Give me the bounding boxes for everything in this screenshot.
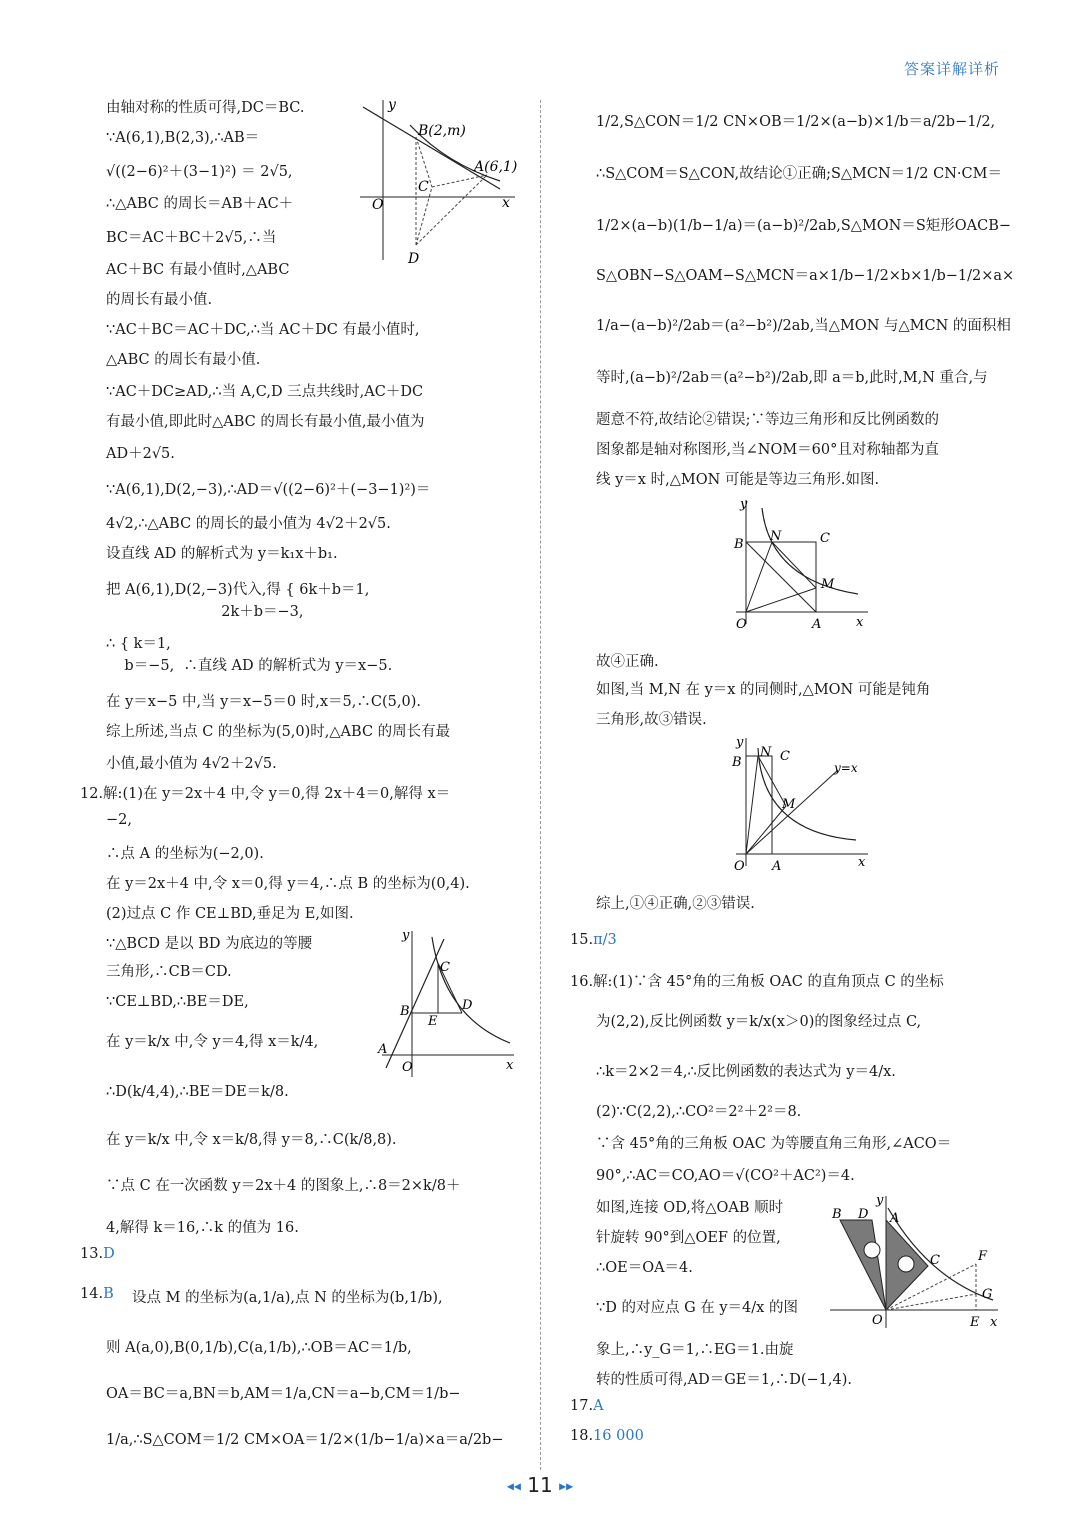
text-line: 三角形,∴CB＝CD.	[106, 964, 232, 980]
text-line: 有最小值,即此时△ABC 的周长有最小值,最小值为	[106, 414, 425, 430]
text-line: ∴ { k＝1,	[106, 636, 171, 652]
text-line: 在 y＝x−5 中,当 y＝x−5＝0 时,x＝5,∴C(5,0).	[106, 694, 421, 710]
text-line: 在 y＝k/x 中,令 x＝k/8,得 y＝8,∴C(k/8,8).	[106, 1132, 397, 1148]
label: O	[372, 197, 384, 213]
label: y	[876, 1193, 884, 1208]
text-line: 线 y＝x 时,△MON 可能是等边三角形.如图.	[596, 472, 880, 488]
triangle-oab	[840, 1220, 886, 1310]
page-number: 11	[527, 1473, 553, 1497]
text-line: b＝−5, ∴直线 AD 的解析式为 y＝x−5.	[106, 658, 393, 674]
label: y	[402, 928, 410, 943]
label: D	[462, 998, 473, 1013]
header-title: 答案详解详析	[903, 60, 1000, 78]
label: y	[740, 497, 748, 512]
text-line: ∴点 A 的坐标为(−2,0).	[106, 846, 264, 862]
text-line: ∴S△COM＝S△CON,故结论①正确;S△MCN＝1/2 CN·CM＝	[596, 166, 1002, 182]
question-number: 13.	[80, 1246, 104, 1262]
label: y=x	[834, 761, 858, 775]
label: C	[780, 749, 790, 764]
text-line: 1/2×(a−b)(1/b−1/a)＝(a−b)²/2ab,S△MON＝S矩形OACB−	[596, 218, 1012, 234]
question-number: 17.	[570, 1398, 594, 1414]
next-page-icon[interactable]: ▸▸	[559, 1478, 574, 1495]
text-line: 图象都是轴对称图形,当∠NOM＝60°且对称轴都为直	[596, 442, 939, 458]
label: B(2,m)	[418, 123, 466, 139]
text-line: (2)∵C(2,2),∴CO²＝2²＋2²＝8.	[596, 1104, 802, 1120]
prev-page-icon[interactable]: ◂◂	[506, 1478, 521, 1495]
text-line: ∵A(6,1),B(2,3),∴AB＝	[106, 130, 260, 146]
text-line: 16.解:(1)∵含 45°角的三角板 OAC 的直角顶点 C 的坐标	[570, 974, 944, 990]
text-line: 转的性质可得,AD＝GE＝1,∴D(−1,4).	[596, 1372, 852, 1388]
line	[386, 939, 444, 1068]
text-line: 如图,当 M,N 在 y＝x 的同侧时,△MON 可能是钝角	[596, 682, 931, 698]
text-line: ∵点 C 在一次函数 y＝2x＋4 的图象上,∴8＝2×k/8＋	[106, 1178, 461, 1194]
text-line: △ABC 的周长有最小值.	[106, 352, 261, 368]
line-y-eq-x	[746, 770, 838, 854]
text-line: √((2−6)²＋(3−1)²) ＝ 2√5,	[106, 164, 293, 180]
label: B	[734, 537, 744, 552]
text-line: S△OBN−S△OAM−S△MCN＝a×1/b−1/2×b×1/b−1/2×a×	[596, 268, 1015, 284]
question-14	[80, 1286, 114, 1302]
text-line: 设点 M 的坐标为(a,1/a),点 N 的坐标为(b,1/b),	[132, 1290, 443, 1306]
text-line: 故④正确.	[596, 654, 659, 670]
figure-1	[350, 95, 530, 270]
answer-14: B	[103, 1286, 114, 1302]
text-line: 12.解:(1)在 y＝2x＋4 中,令 y＝0,得 2x＋4＝0,解得 x＝	[80, 786, 451, 802]
text-line: ∴OE＝OA＝4.	[596, 1260, 693, 1276]
circle-hole	[864, 1242, 880, 1258]
text-line: 则 A(a,0),B(0,1/b),C(a,1/b),∴OB＝AC＝1/b,	[106, 1340, 412, 1356]
question-number: 14.	[80, 1286, 104, 1302]
text-line: 1/2,S△CON＝1/2 CN×OB＝1/2×(a−b)×1/b＝a/2b−1/2,	[596, 114, 996, 130]
text-line: 由轴对称的性质可得,DC＝BC.	[106, 100, 305, 116]
text-line: 1/a−(a−b)²/2ab＝(a²−b²)/2ab,当△MON 与△MCN 的面积相	[596, 318, 1011, 334]
page-footer	[0, 1473, 1080, 1497]
text-line: 三角形,故③错误.	[596, 712, 707, 728]
text-line: OA＝BC＝a,BN＝b,AM＝1/a,CN＝a−b,CM＝1/b−	[106, 1386, 461, 1402]
question-number: 15.	[570, 932, 594, 948]
answer-18: 16 000	[593, 1428, 644, 1444]
text-line: ∵含 45°角的三角板 OAC 为等腰直角三角形,∠ACO＝	[596, 1136, 952, 1152]
figure-4	[728, 732, 878, 880]
answer-15: π/3	[593, 932, 617, 948]
text-line: 设直线 AD 的解析式为 y＝k₁x＋b₁.	[106, 546, 338, 562]
text-line: 的周长有最小值.	[106, 292, 213, 308]
label: y	[736, 735, 744, 750]
text-line: 综上,①④正确,②③错误.	[596, 896, 755, 912]
label: N	[770, 529, 782, 544]
text-line: 如图,连接 OD,将△OAB 顺时	[596, 1200, 784, 1216]
text-line: 为(2,2),反比例函数 y＝k/x(x＞0)的图象经过点 C,	[596, 1014, 922, 1030]
label: N	[760, 745, 772, 760]
text-line: 等时,(a−b)²/2ab＝(a²−b²)/2ab,即 a＝b,此时,M,N 重合,与	[596, 370, 988, 386]
text-line: ∴D(k/4,4),∴BE＝DE＝k/8.	[106, 1084, 289, 1100]
text-line: 象上,∴y_G＝1,∴EG＝1.由旋	[596, 1342, 794, 1358]
label: O	[872, 1313, 883, 1328]
label: A	[890, 1211, 900, 1226]
text-line: 小值,最小值为 4√2＋2√5.	[106, 756, 277, 772]
label: C	[418, 179, 429, 195]
answer-13: D	[103, 1246, 115, 1262]
circle-hole	[898, 1256, 914, 1272]
label: O	[736, 617, 747, 632]
question-number: 18.	[570, 1428, 594, 1444]
text-line: 2k＋b＝−3,	[106, 604, 304, 620]
label: x	[856, 615, 864, 630]
label: x	[506, 1058, 514, 1073]
text-line: 4√2,∴△ABC 的周长的最小值为 4√2＋2√5.	[106, 516, 391, 532]
curve	[432, 937, 510, 1043]
label: E	[428, 1014, 438, 1029]
label: B	[400, 1004, 410, 1019]
text-line: 在 y＝k/x 中,令 y＝4,得 x＝k/4,	[106, 1034, 319, 1050]
text-line: ∵D 的对应点 G 在 y＝4/x 的图	[596, 1300, 798, 1316]
label: A	[812, 617, 822, 632]
label: A	[772, 859, 782, 874]
label: D	[408, 251, 420, 267]
text-line: 4,解得 k＝16,∴k 的值为 16.	[106, 1220, 299, 1236]
text-line: 题意不符,故结论②错误;∵等边三角形和反比例函数的	[596, 412, 939, 428]
label: D	[858, 1207, 869, 1222]
question-13	[80, 1246, 115, 1262]
text-line: 90°,∴AC＝CO,AO＝√(CO²＋AC²)＝4.	[596, 1168, 855, 1184]
question-18	[570, 1428, 644, 1444]
text-line: 1/a,∴S△COM＝1/2 CM×OA＝1/2×(1/b−1/a)×a＝a/2b−	[106, 1432, 504, 1448]
text-line: 把 A(6,1),D(2,−3)代入,得 { 6k＋b＝1,	[106, 582, 370, 598]
line	[363, 107, 500, 189]
label: x	[990, 1315, 998, 1330]
text-line: 在 y＝2x＋4 中,令 x＝0,得 y＝4,∴点 B 的坐标为(0,4).	[106, 876, 470, 892]
answer-17: A	[593, 1398, 604, 1414]
label: M	[821, 577, 835, 592]
text-line: ∵CE⊥BD,∴BE＝DE,	[106, 994, 249, 1010]
label: A(6,1)	[474, 159, 518, 175]
label: B	[832, 1207, 842, 1222]
label: M	[782, 797, 796, 812]
text-line: AC＋BC 有最小值时,△ABC	[106, 262, 290, 278]
text-line: 综上所述,当点 C 的坐标为(5,0)时,△ABC 的周长有最	[106, 724, 451, 740]
label: C	[930, 1253, 940, 1268]
text-line: 针旋转 90°到△OEF 的位置,	[596, 1230, 781, 1246]
label: O	[402, 1060, 413, 1075]
figure-5	[828, 1192, 1006, 1334]
text-line: BC＝AC＋BC＋2√5,∴当	[106, 230, 277, 246]
label: E	[970, 1315, 980, 1330]
text-line: −2,	[106, 812, 132, 828]
label: C	[820, 531, 830, 546]
label: A	[378, 1042, 388, 1057]
label: G	[982, 1287, 993, 1302]
figure-2	[372, 925, 522, 1085]
text-line: ∵△BCD 是以 BD 为底边的等腰	[106, 936, 313, 952]
label: O	[734, 859, 745, 874]
figure-3	[728, 492, 878, 637]
label: F	[978, 1249, 988, 1264]
column-divider	[540, 100, 541, 1470]
question-15	[570, 932, 617, 948]
label: x	[858, 855, 866, 870]
label: x	[502, 195, 510, 211]
text-line: AD＋2√5.	[106, 446, 175, 462]
text-line: ∴k＝2×2＝4,∴反比例函数的表达式为 y＝4/x.	[596, 1064, 896, 1080]
text-line: ∵AC＋DC≥AD,∴当 A,C,D 三点共线时,AC＋DC	[106, 384, 424, 400]
label: C	[440, 960, 450, 975]
rectangle	[746, 756, 772, 854]
text-line: ∵A(6,1),D(2,−3),∴AD＝√((2−6)²＋(−3−1)²)＝	[106, 482, 431, 498]
label: y	[388, 97, 396, 113]
text-line: (2)过点 C 作 CE⊥BD,垂足为 E,如图.	[106, 906, 354, 922]
text-line: ∴△ABC 的周长＝AB＋AC＋	[106, 196, 294, 212]
text-line: ∵AC＋BC＝AC＋DC,∴当 AC＋DC 有最小值时,	[106, 322, 420, 338]
label: B	[732, 755, 742, 770]
question-17	[570, 1398, 604, 1414]
